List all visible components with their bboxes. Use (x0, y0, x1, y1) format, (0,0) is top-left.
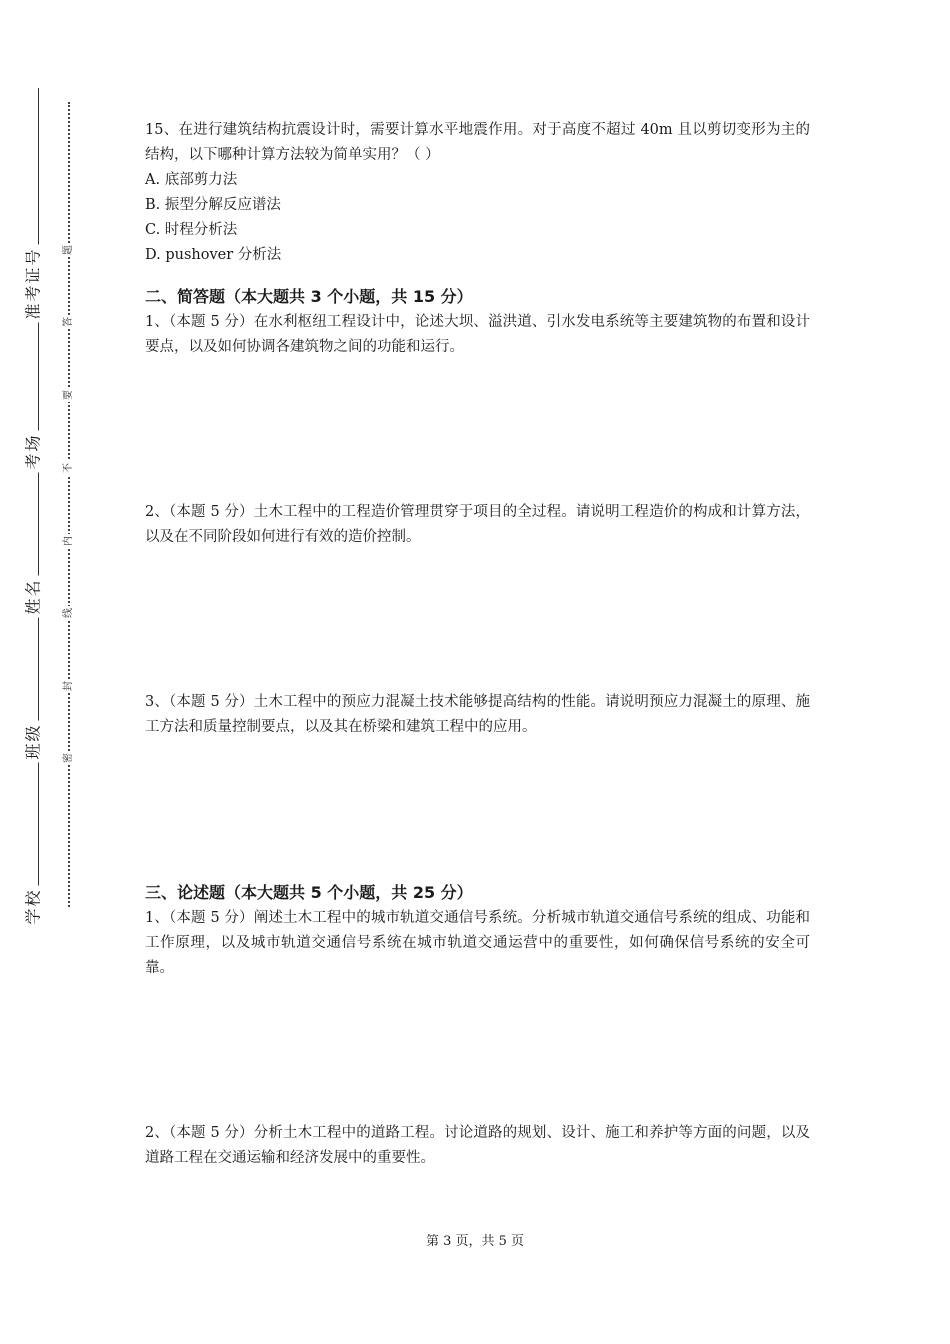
page-footer: 第 3 页，共 5 页 (425, 1234, 525, 1249)
field-exam-number[interactable]: 准考证号 (21, 244, 44, 322)
question-15-stem: 15、在进行建筑结构抗震设计时，需要计算水平地震作用。对于高度不超过 40m 且以剪切变形为主的结构，以下哪种计算方法较为简单实用？（ ） (145, 122, 810, 163)
answer-space[interactable] (145, 550, 810, 690)
answer-space[interactable] (145, 981, 810, 1121)
section-2-title: 二、简答题（本大题共 3 个小题，共 15 分） (145, 287, 473, 306)
field-exam-room[interactable]: 考场 (21, 430, 44, 472)
margin-solid-line (38, 88, 39, 906)
essay-question-2: 2、（本题 5 分）分析土木工程中的道路工程。讨论道路的规划、设计、施工和养护等方面的问题，以及道路工程在交通运输和经济发展中的重要性。 (145, 1125, 810, 1166)
binding-margin (0, 0, 74, 1344)
seal-char: 题 (63, 245, 74, 255)
section-3-title: 三、论述题（本大题共 5 个小题，共 25 分） (145, 883, 473, 902)
seal-char: 密 (63, 753, 74, 763)
option-b[interactable]: B. 振型分解反应谱法 (145, 197, 281, 213)
option-d[interactable]: D. pushover 分析法 (145, 247, 282, 263)
field-school[interactable]: 学校 (21, 885, 44, 927)
field-name[interactable]: 姓名 (21, 575, 44, 617)
short-answer-question-2: 2、（本题 5 分）土木工程中的工程造价管理贯穿于项目的全过程。请说明工程造价的构成和计算方法，以及在不同阶段如何进行有效的造价控制。 (145, 504, 810, 545)
option-c[interactable]: C. 时程分析法 (145, 222, 238, 238)
exam-content (145, 118, 810, 1171)
short-answer-question-3: 3、（本题 5 分）土木工程中的预应力混凝土技术能够提高结构的性能。请说明预应力混凝土的原理、施工方法和质量控制要点，以及其在桥梁和建筑工程中的应用。 (145, 694, 810, 735)
seal-char: 要 (63, 390, 74, 400)
seal-char: 封 (63, 681, 74, 691)
answer-space[interactable] (145, 360, 810, 500)
field-class[interactable]: 班级 (21, 720, 44, 762)
seal-char: 线 (63, 608, 74, 618)
seal-char: 不 (63, 463, 74, 473)
seal-char: 答 (63, 317, 74, 327)
seal-dotted-line (68, 102, 70, 907)
answer-space[interactable] (145, 740, 810, 880)
seal-char: 内 (63, 536, 74, 546)
option-a[interactable]: A. 底部剪力法 (145, 172, 238, 188)
essay-question-1: 1、（本题 5 分）阐述土木工程中的城市轨道交通信号系统。分析城市轨道交通信号系统的组成、功能和工作原理，以及城市轨道交通信号系统在城市轨道交通运营中的重要性，如何确保信号系统的安全可靠。 (145, 910, 810, 976)
short-answer-question-1: 1、（本题 5 分）在水利枢纽工程设计中，论述大坝、溢洪道、引水发电系统等主要建筑物的布置和设计要点，以及如何协调各建筑物之间的功能和运行。 (145, 314, 810, 355)
